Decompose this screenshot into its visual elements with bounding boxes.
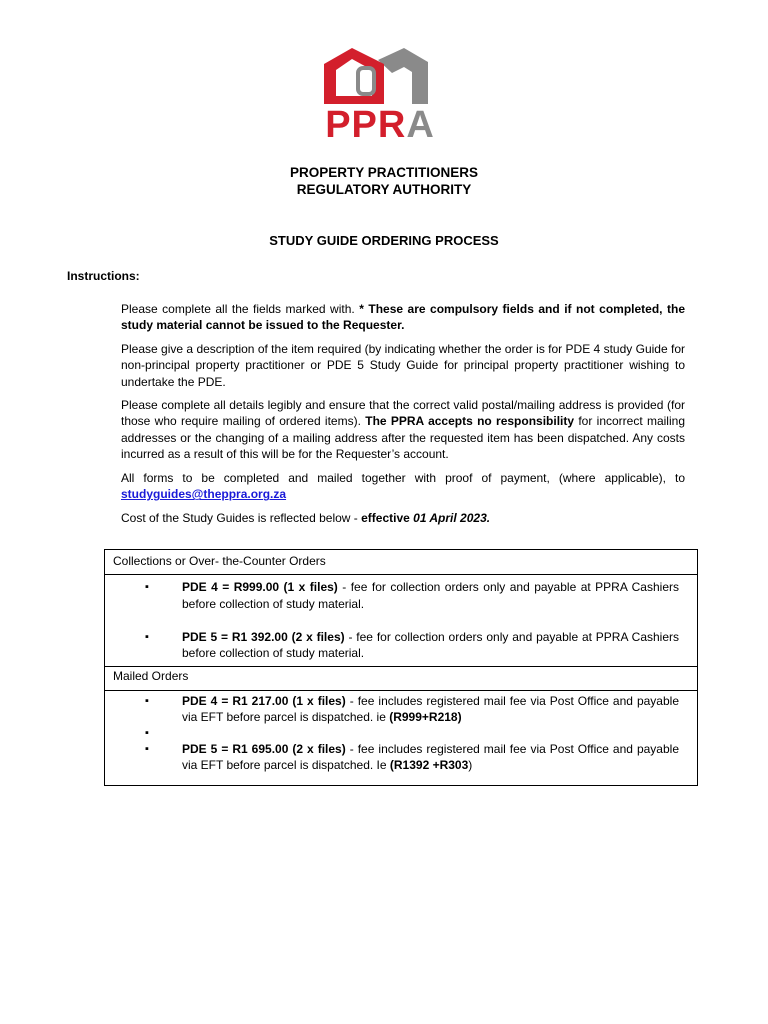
p5-date: 01 April 2023. bbox=[413, 511, 491, 525]
mailed-body bbox=[105, 690, 698, 785]
p3-text: Please complete all details legibly and ensure that the correct valid postal/mailing address is provided (for those who require mailing of ordered items). bbox=[121, 398, 685, 429]
org-name-line2: REGULATORY AUTHORITY bbox=[296, 182, 472, 197]
org-name-line1: PROPERTY PRACTITIONERS bbox=[289, 165, 479, 180]
email-link[interactable]: studyguides@theppra.org.za bbox=[121, 487, 287, 502]
paragraph-mailing-details bbox=[121, 397, 685, 462]
p3-bold: The PPRA accepts no responsibility bbox=[365, 414, 575, 429]
table-row bbox=[105, 667, 698, 690]
list-item: ▪ PDE 4 = R999.00 (1 x files) - fee for collection orders only and payable at PPRA Cashiers before collection of study material. bbox=[105, 579, 679, 612]
list-item: ▪ PDE 5 = R1 392.00 (2 x files) - fee for collection orders only and payable at PPRA Cashiers before collection of study material. bbox=[105, 629, 679, 662]
paragraph-description: Please give a description of the item required (by indicating whether the order is for PDE 4 study Guide for non-principal property practitioner or PDE 5 Study Guide for principal property practitioner wishing to undertake the PDE. bbox=[121, 342, 685, 389]
p5-text: Cost of the Study Guides is reflected below - bbox=[121, 511, 362, 525]
house-logo-icon bbox=[300, 44, 460, 156]
mailed-list bbox=[105, 693, 679, 774]
collections-list bbox=[105, 579, 679, 661]
table-row bbox=[105, 550, 698, 575]
p1-text: Please complete all the fields marked with. bbox=[121, 302, 360, 316]
list-item: ▪ PDE 5 = R1 695.00 (2 x files) - fee includes registered mail fee via Post Office and payable via EFT before parcel is dispatched. Ie (R1392 +R303) bbox=[105, 741, 679, 774]
instructions-heading: Instructions: bbox=[67, 269, 140, 283]
ppra-logo bbox=[300, 44, 460, 156]
p5-effective: effective bbox=[361, 511, 414, 525]
paragraph-submission bbox=[121, 470, 685, 503]
p3-text-end: for incorrect mailing addresses or the changing of a mailing address after the requested item has been dispatched. Any costs incurred as a result of this will be for the Requester’s account. bbox=[121, 414, 685, 461]
collections-heading: Collections or Over- the-Counter Orders bbox=[105, 550, 698, 575]
table-row bbox=[105, 690, 698, 785]
empty-list-item bbox=[105, 725, 679, 741]
paragraph-compulsory-fields bbox=[121, 301, 685, 334]
list-item: ▪ PDE 4 = R1 217.00 (1 x files) - fee includes registered mail fee via Post Office and payable via EFT before parcel is dispatched. ie (R999+R218) bbox=[105, 693, 679, 726]
document-title: STUDY GUIDE ORDERING PROCESS bbox=[269, 233, 499, 248]
fee-table bbox=[104, 549, 698, 786]
collections-body bbox=[105, 575, 698, 667]
svg-text:PPRA: PPRA bbox=[325, 104, 435, 146]
p4-text: All forms to be completed and mailed together with proof of payment, (where applicable), to bbox=[121, 471, 685, 485]
mailed-heading: Mailed Orders bbox=[105, 667, 698, 690]
table-row bbox=[105, 575, 698, 667]
p1-bold: * These are compulsory fields and if not completed, the study material cannot be issued to the Requester. bbox=[121, 302, 685, 333]
paragraph-cost bbox=[121, 510, 685, 526]
organisation-name bbox=[0, 164, 768, 198]
